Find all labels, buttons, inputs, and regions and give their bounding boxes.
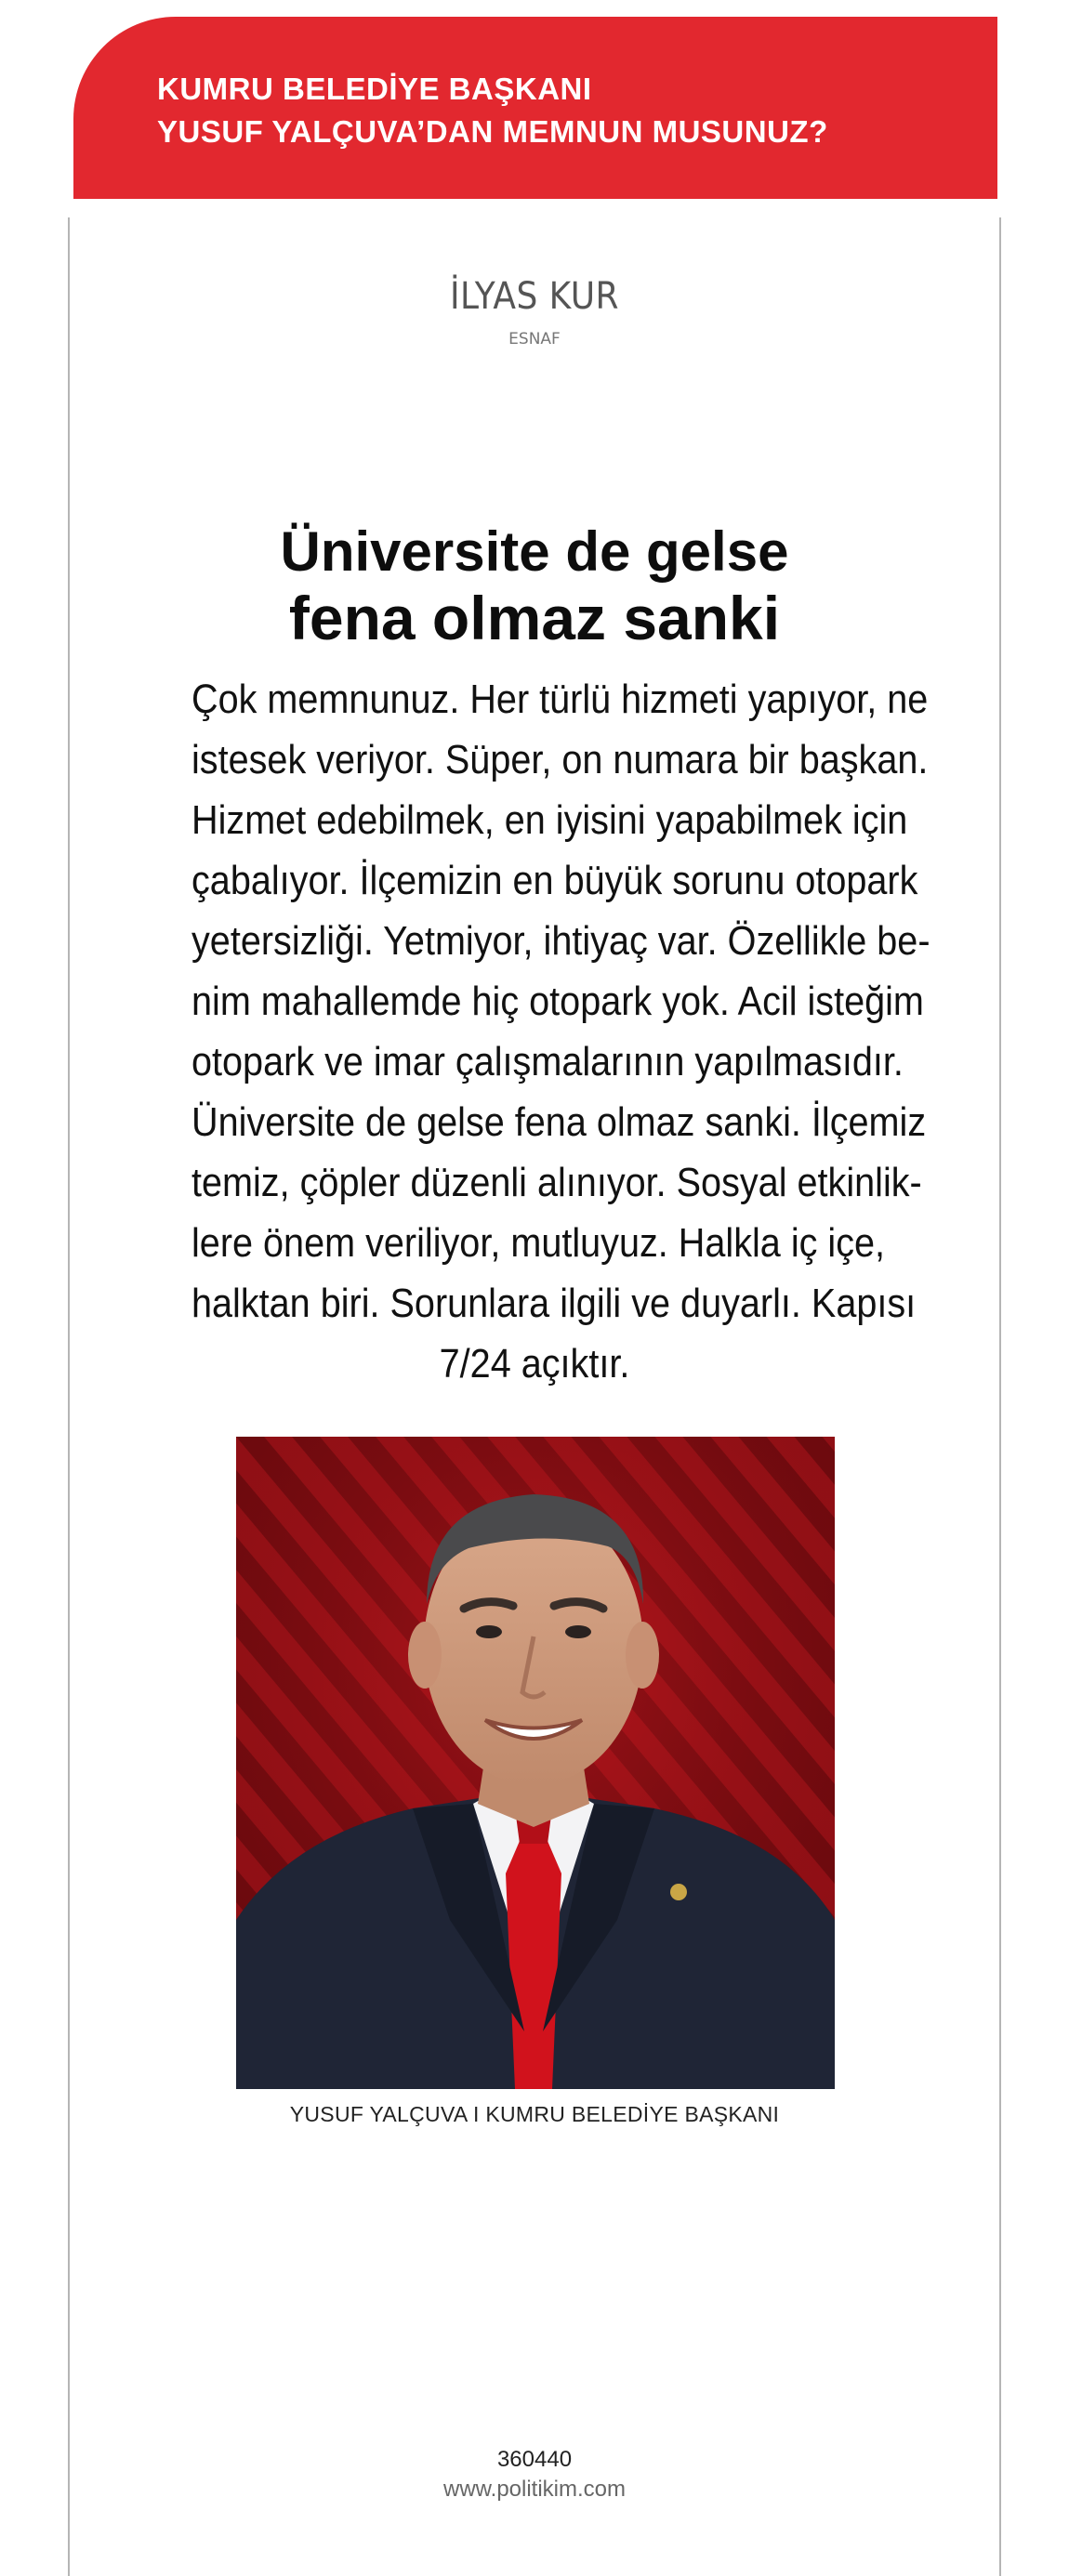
header-banner	[73, 17, 997, 199]
article-headline	[0, 520, 1069, 652]
body-line: istesek veriyor. Süper, on numara bir başkan.	[191, 737, 929, 782]
headline-line-1: Üniversite de gelse	[280, 520, 789, 583]
body-line: nim mahallemde hiç otopark yok. Acil isteğim	[191, 979, 924, 1024]
header-title-line-2: YUSUF YALÇUVA’DAN MEMNUN MUSUNUZ?	[157, 114, 828, 149]
body-line: halktan biri. Sorunlara ilgili ve duyarlı. Kapısı	[191, 1281, 917, 1326]
author-role: ESNAF	[508, 330, 561, 348]
body-line: Hizmet edebilmek, en iyisini yapabilmek için	[191, 797, 908, 843]
article-body	[153, 669, 930, 1394]
body-line: Çok memnunuz. Her türlü hizmeti yapıyor, ne	[191, 677, 929, 722]
body-line: Üniversite de gelse fena olmaz sanki. İlçemiz	[191, 1099, 927, 1145]
portrait-photo	[236, 1437, 835, 2089]
body-line: lere önem veriliyor, mutluyuz. Halkla iç içe,	[191, 1220, 886, 1266]
headline-line-2: fena olmaz sanki	[288, 584, 781, 652]
portrait-illustration	[236, 1437, 835, 2089]
header-title-line-1: KUMRU BELEDİYE BAŞKANI	[157, 72, 592, 106]
footer-website: www.politikim.com	[442, 2477, 627, 2502]
footer-code: 360440	[496, 2447, 573, 2472]
body-line: 7/24 açıktır.	[439, 1341, 630, 1387]
photo-caption: YUSUF YALÇUVA I KUMRU BELEDİYE BAŞKANI	[289, 2102, 780, 2126]
body-line: temiz, çöpler düzenli alınıyor. Sosyal etkinlik-	[191, 1160, 922, 1205]
author-name: İLYAS KUR	[449, 275, 620, 318]
body-line: çabalıyor. İlçemizin en büyük sorunu otopark	[191, 858, 918, 903]
body-line: otopark ve imar çalışmalarının yapılmasıdır.	[191, 1039, 904, 1084]
body-line: yetersizliği. Yetmiyor, ihtiyaç var. Özellikle be-	[191, 918, 930, 964]
